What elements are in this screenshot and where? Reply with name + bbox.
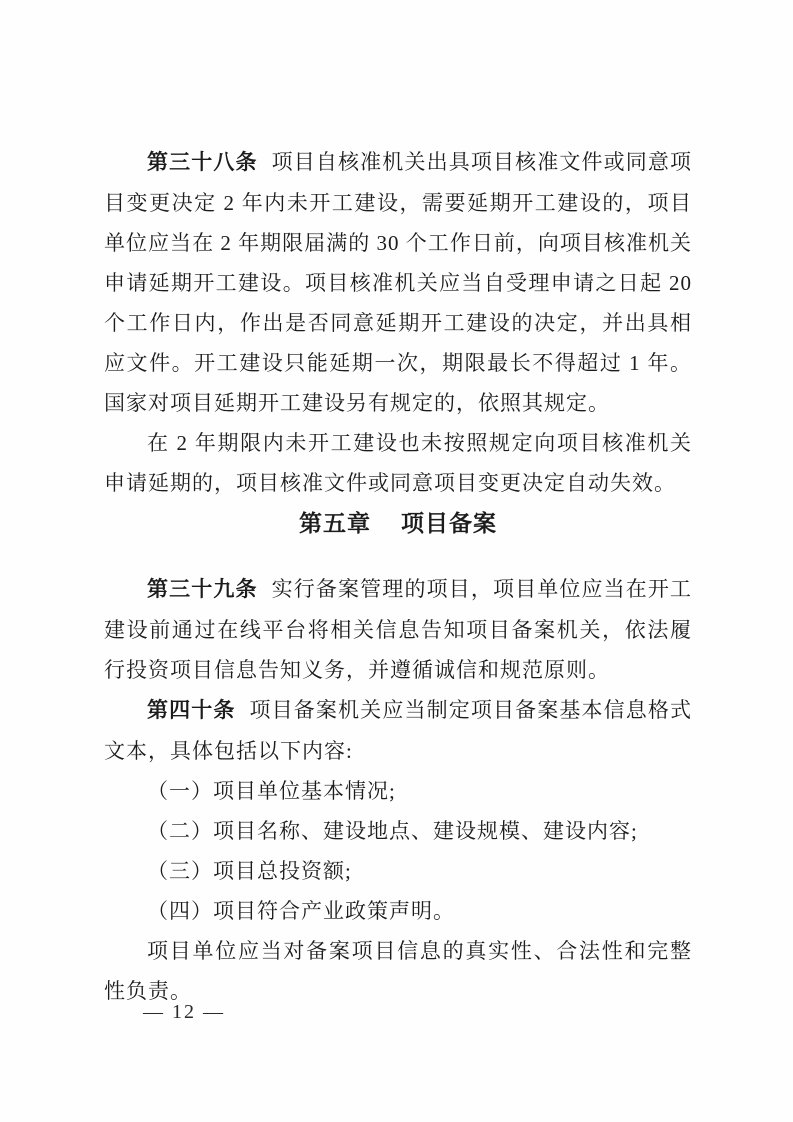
article-39-number: 第三十九条 <box>147 578 258 601</box>
article-40-item-1: （一）项目单位基本情况; <box>147 779 396 803</box>
chapter-heading <box>104 503 692 543</box>
article-40-item-3: （三）项目总投资额; <box>147 859 352 883</box>
chapter-number: 第五章 <box>299 510 371 536</box>
article-40-paragraph <box>104 690 692 771</box>
article-40-item-4: （四）项目符合产业政策声明。 <box>147 899 455 923</box>
document-content <box>104 142 692 1011</box>
page-footer <box>143 1000 225 1024</box>
article-38-number: 第三十八条 <box>147 151 258 174</box>
article-38-paragraph-1 <box>104 142 692 423</box>
article-39-text: 实行备案管理的项目，项目单位应当在开工建设前通过在线平台将相关信息告知项目备案机关，依法履行投资项目信息告知义务，并遵循诚信和规范原则。 <box>104 577 693 682</box>
article-38-text: 项目自核准机关出具项目核准文件或同意项目变更决定 2 年内未开工建设，需要延期开工建设的，项目单位应当在 2 年期限届满的 30 个工作日前，向项目核准机关申请延期开工建设。项目核准机关应当自受理申请之日起 20 个工作日内，作出是否同意延期开工建设的决定，并出具相应文件。开工建设只能延期一次，期限最长不得超过 1 年。国家对项目延期开工建设另有规定的，依照其规定。 <box>104 150 693 415</box>
article-40-number: 第四十条 <box>147 699 236 722</box>
chapter-title: 项目备案 <box>401 510 497 536</box>
article-40-text: 项目备案机关应当制定项目备案基本信息格式文本，具体包括以下内容: <box>104 698 693 763</box>
article-40-item-2: （二）项目名称、建设地点、建设规模、建设内容; <box>147 819 638 843</box>
page-number: — 12 — <box>143 1001 225 1023</box>
article-38-paragraph-2: 在 2 年期限内未开工建设也未按照规定向项目核准机关申请延期的，项目核准文件或同意项目变更决定自动失效。 <box>104 431 692 495</box>
article-39-paragraph <box>104 569 692 690</box>
article-40-closing-paragraph: 项目单位应当对备案项目信息的真实性、合法性和完整性负责。 <box>104 939 692 1003</box>
